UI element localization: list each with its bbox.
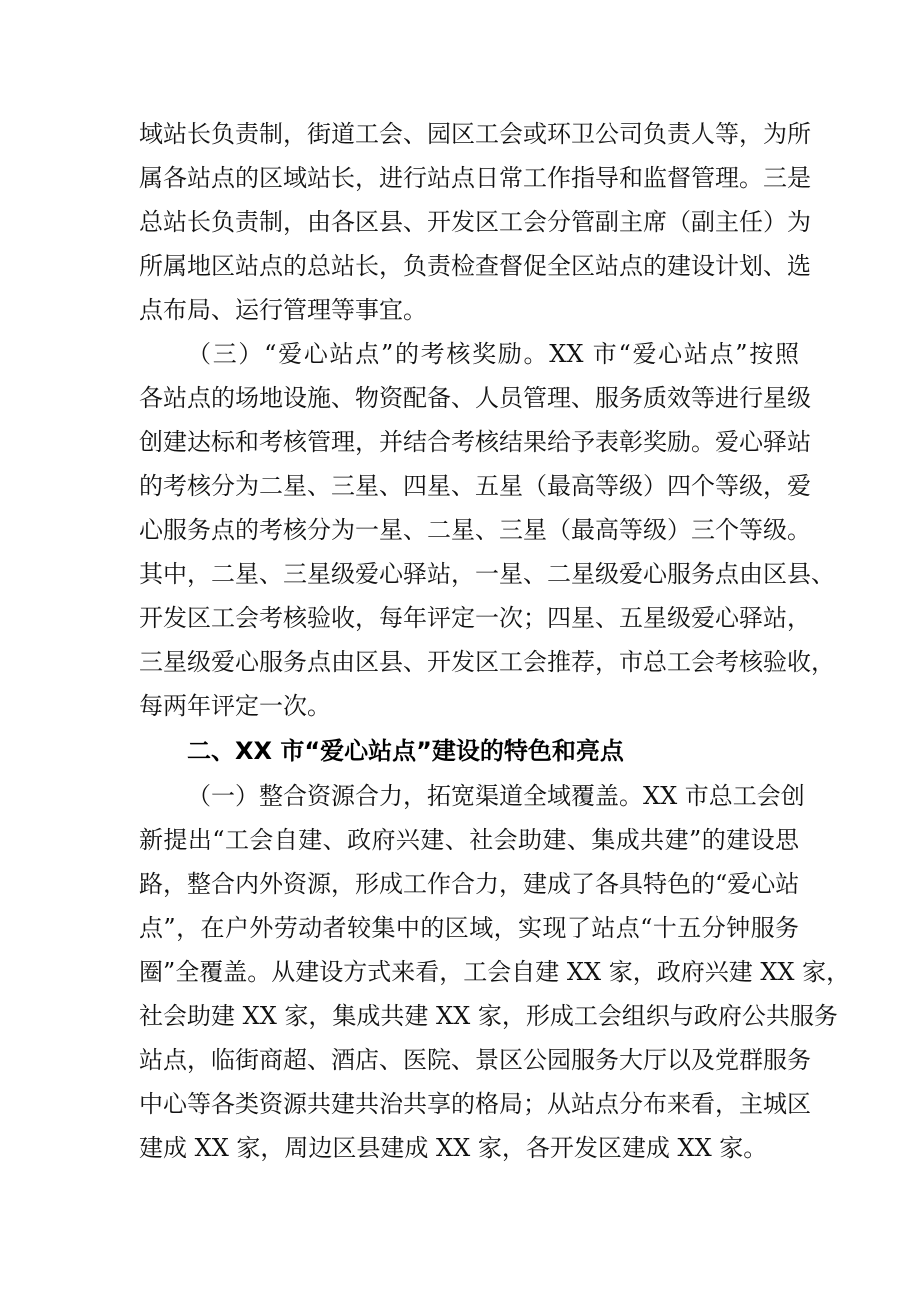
text-line: 路，整合内外资源，形成工作合力，建成了各具特色的“爱心站 xyxy=(139,870,800,898)
section-heading: 二、XX 市“爱心站点”建设的特色和亮点 xyxy=(187,737,624,765)
text-line: 所属地区站点的总站长，负责检查督促全区站点的建设计划、选 xyxy=(139,252,811,280)
text-line: 开发区工会考核验收，每年评定一次；四星、五星级爱心驿站， xyxy=(139,604,811,632)
text-line: 新提出“工会自建、政府兴建、社会助建、集成共建”的建设思 xyxy=(139,826,799,854)
text-line: 点布局、运行管理等事宜。 xyxy=(139,296,427,324)
text-line: （一）整合资源合力，拓宽渠道全域覆盖。XX 市总工会创 xyxy=(187,782,805,810)
text-line: 属各站点的区域站长，进行站点日常工作指导和监督管理。三是 xyxy=(139,164,811,192)
text-line: 心服务点的考核分为一星、二星、三星（最高等级）三个等级。 xyxy=(139,516,811,544)
paragraph-resource-integration xyxy=(139,774,851,1170)
text-line: 圈”全覆盖。从建设方式来看，工会自建 XX 家，政府兴建 XX 家， xyxy=(139,958,851,986)
text-line: 站点，临街商超、酒店、医院、景区公园服务大厅以及党群服务 xyxy=(139,1046,811,1074)
text-line: 的考核分为二星、三星、四星、五星（最高等级）四个等级，爱 xyxy=(139,472,811,500)
text-line: 每两年评定一次。 xyxy=(139,692,331,720)
text-line: 总站长负责制，由各区县、开发区工会分管副主席（副主任）为 xyxy=(139,208,811,236)
text-line: 域站长负责制，街道工会、园区工会或环卫公司负责人等，为所 xyxy=(139,120,811,148)
paragraph-station-leader-system xyxy=(139,112,811,332)
text-line: 点”，在户外劳动者较集中的区域，实现了站点“十五分钟服务 xyxy=(139,914,799,942)
text-line: 三星级爱心服务点由区县、开发区工会推荐，市总工会考核验收， xyxy=(139,648,835,676)
text-line: （三）“爱心站点”的考核奖励。XX 市“爱心站点”按照 xyxy=(187,340,799,368)
document-body xyxy=(139,112,851,1170)
text-line: 各站点的场地设施、物资配备、人员管理、服务质效等进行星级 xyxy=(139,384,811,412)
text-line: 建成 XX 家，周边区县建成 XX 家，各开发区建成 XX 家。 xyxy=(139,1134,768,1162)
paragraph-assessment-rewards xyxy=(139,332,835,728)
text-line: 创建达标和考核管理，并结合考核结果给予表彰奖励。爱心驿站 xyxy=(139,428,811,456)
text-line: 社会助建 XX 家，集成共建 XX 家，形成工会组织与政府公共服务 xyxy=(139,1002,838,1030)
text-line: 其中，二星、三星级爱心驿站，一星、二星级爱心服务点由区县、 xyxy=(139,560,835,588)
text-line: 中心等各类资源共建共治共享的格局；从站点分布来看，主城区 xyxy=(139,1090,811,1118)
